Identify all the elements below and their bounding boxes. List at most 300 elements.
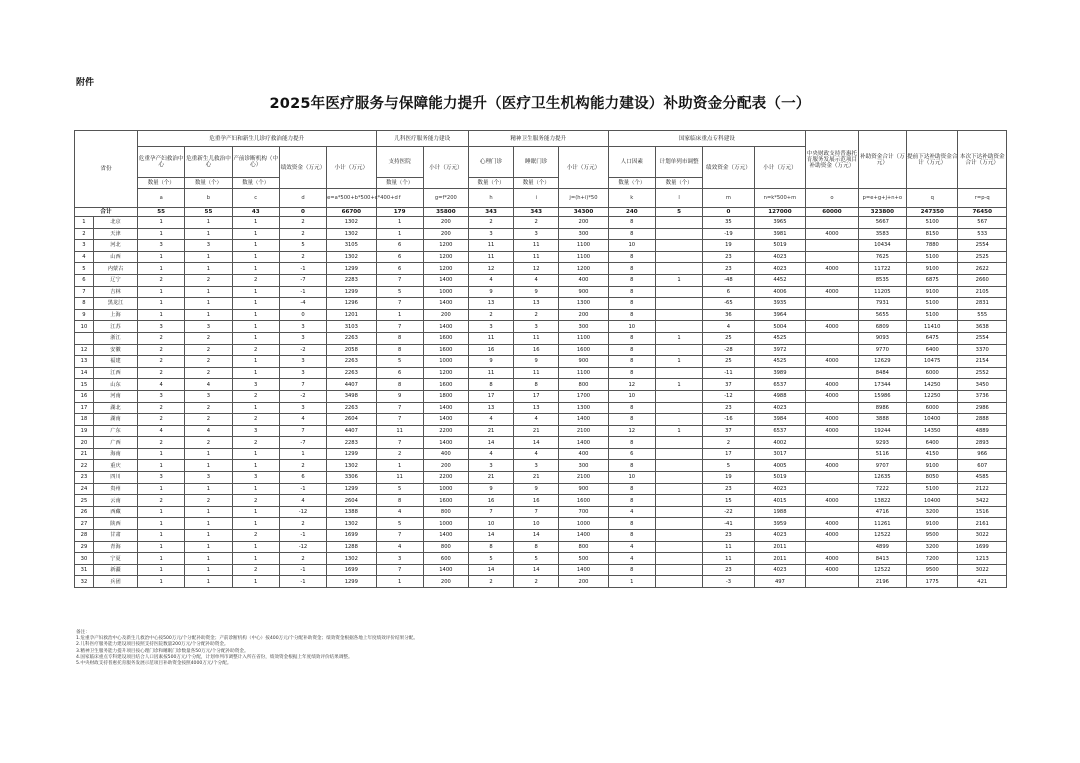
table-cell: 6 bbox=[376, 251, 423, 263]
table-cell: 1 bbox=[138, 564, 185, 576]
table-cell bbox=[806, 472, 859, 484]
table-cell: 8 bbox=[608, 367, 655, 379]
table-cell: 4407 bbox=[327, 379, 376, 391]
table-row bbox=[75, 564, 1007, 576]
table-cell bbox=[806, 437, 859, 449]
table-cell: 8 bbox=[376, 332, 423, 344]
col-header: 危重新生儿救治中心 bbox=[185, 147, 232, 178]
table-cell bbox=[806, 298, 859, 310]
table-cell: 1100 bbox=[559, 240, 608, 252]
table-cell: 1400 bbox=[559, 414, 608, 426]
unit-header: 数量（个） bbox=[185, 178, 232, 189]
table-cell: 1299 bbox=[327, 576, 376, 588]
table-cell: 1288 bbox=[327, 541, 376, 553]
table-cell: 3981 bbox=[754, 228, 805, 240]
table-cell: 8 bbox=[608, 298, 655, 310]
table-cell: 8986 bbox=[858, 402, 906, 414]
table-cell: 1 bbox=[655, 332, 702, 344]
unit-header: 数量（个） bbox=[468, 178, 513, 189]
table-cell bbox=[806, 274, 859, 286]
table-cell: 11261 bbox=[858, 518, 906, 530]
col-header: 小计（万元） bbox=[327, 147, 376, 189]
table-cell: 1000 bbox=[423, 483, 468, 495]
table-cell: 14 bbox=[468, 437, 513, 449]
table-cell: 200 bbox=[423, 217, 468, 229]
table-cell: 1400 bbox=[559, 564, 608, 576]
table-row bbox=[75, 390, 1007, 402]
province-header: 省份 bbox=[75, 131, 138, 208]
table-cell: 4 bbox=[608, 541, 655, 553]
table-cell: 400 bbox=[559, 448, 608, 460]
table-cell: 1 bbox=[185, 506, 232, 518]
table-cell: 1 bbox=[232, 541, 279, 553]
table-cell: 2 bbox=[138, 356, 185, 368]
table-cell: 23 bbox=[703, 483, 754, 495]
table-cell: 37 bbox=[703, 425, 754, 437]
table-cell bbox=[806, 483, 859, 495]
note-line: 1.危重孕产妇救治中心及新生儿救治中心按500万元/个分配补助资金；产前诊断机构（中心）按400万元/个分配补助资金；绩效资金根据各地上年度绩效评价结果分配。 bbox=[76, 636, 418, 642]
table-cell: -1 bbox=[279, 483, 326, 495]
table-cell: 1300 bbox=[559, 402, 608, 414]
table-cell: 1302 bbox=[327, 251, 376, 263]
table-cell: 1400 bbox=[423, 564, 468, 576]
table-cell: 900 bbox=[559, 483, 608, 495]
table-cell: 1 bbox=[138, 251, 185, 263]
province-name: 宁夏 bbox=[93, 553, 137, 565]
table-cell: 8 bbox=[608, 274, 655, 286]
table-cell: 1200 bbox=[423, 251, 468, 263]
table-cell: 3 bbox=[279, 321, 326, 333]
table-cell bbox=[806, 332, 859, 344]
table-cell: 5 bbox=[376, 483, 423, 495]
table-cell: 2 bbox=[185, 437, 232, 449]
table-cell: 1 bbox=[138, 228, 185, 240]
table-cell: 5004 bbox=[754, 321, 805, 333]
table-cell: 5 bbox=[376, 286, 423, 298]
table-cell: 500 bbox=[559, 553, 608, 565]
table-cell: 10400 bbox=[907, 495, 958, 507]
table-cell: 8 bbox=[608, 228, 655, 240]
province-name: 湖南 bbox=[93, 414, 137, 426]
province-name: 重庆 bbox=[93, 460, 137, 472]
table-cell bbox=[655, 483, 702, 495]
table-cell: 5116 bbox=[858, 448, 906, 460]
table-cell: 10 bbox=[608, 321, 655, 333]
table-cell: 1 bbox=[655, 356, 702, 368]
table-cell: 1 bbox=[655, 274, 702, 286]
table-cell: 4 bbox=[468, 274, 513, 286]
row-number: 12 bbox=[75, 344, 94, 356]
table-cell: 1201 bbox=[327, 309, 376, 321]
table-cell: 1000 bbox=[423, 356, 468, 368]
row-number: 4 bbox=[75, 251, 94, 263]
province-name: 河北 bbox=[93, 240, 137, 252]
group-maternal-header: 危重孕产妇和新生儿诊疗救治能力提升 bbox=[138, 131, 376, 147]
table-cell: 1300 bbox=[559, 298, 608, 310]
table-cell: 1 bbox=[232, 448, 279, 460]
table-cell: 1 bbox=[185, 228, 232, 240]
province-name: 青海 bbox=[93, 541, 137, 553]
table-cell: 8 bbox=[608, 309, 655, 321]
table-cell: 300 bbox=[559, 460, 608, 472]
col-header: 支持医院 bbox=[376, 147, 423, 178]
table-cell: 2 bbox=[232, 564, 279, 576]
table-cell: 2283 bbox=[327, 437, 376, 449]
table-cell: 3935 bbox=[754, 298, 805, 310]
table-cell: 11 bbox=[514, 332, 559, 344]
total-cell: 34300 bbox=[559, 208, 608, 217]
table-cell bbox=[655, 367, 702, 379]
table-cell bbox=[655, 390, 702, 402]
total-cell: 66700 bbox=[327, 208, 376, 217]
table-cell: 4000 bbox=[806, 321, 859, 333]
table-cell: 8 bbox=[608, 356, 655, 368]
table-cell: 1 bbox=[376, 228, 423, 240]
table-cell: 16 bbox=[468, 495, 513, 507]
this-issue-header: 本次下达补助资金合计（万元） bbox=[958, 131, 1007, 189]
table-cell bbox=[655, 506, 702, 518]
table-cell bbox=[655, 344, 702, 356]
table-cell: -41 bbox=[703, 518, 754, 530]
province-name: 山西 bbox=[93, 251, 137, 263]
table-cell: 800 bbox=[559, 541, 608, 553]
table-cell: 6537 bbox=[754, 425, 805, 437]
province-name: 河南 bbox=[93, 390, 137, 402]
table-cell: 4023 bbox=[754, 402, 805, 414]
table-cell: 23 bbox=[703, 564, 754, 576]
row-number: 2 bbox=[75, 228, 94, 240]
table-cell: 3022 bbox=[958, 564, 1007, 576]
table-row bbox=[75, 240, 1007, 252]
table-cell: 1400 bbox=[559, 530, 608, 542]
table-cell: 8 bbox=[608, 332, 655, 344]
table-cell: 2105 bbox=[958, 286, 1007, 298]
table-cell: 1700 bbox=[559, 390, 608, 402]
table-row bbox=[75, 414, 1007, 426]
province-name: 云南 bbox=[93, 495, 137, 507]
table-cell: 4000 bbox=[806, 356, 859, 368]
table-cell: 3 bbox=[138, 240, 185, 252]
table-cell bbox=[655, 217, 702, 229]
page-title: 2025年医疗服务与保障能力提升（医疗卫生机构能力建设）补助资金分配表（一） bbox=[269, 96, 811, 112]
province-name: 天津 bbox=[93, 228, 137, 240]
table-cell: 16 bbox=[468, 344, 513, 356]
table-cell: 17 bbox=[468, 390, 513, 402]
table-cell: -1 bbox=[279, 530, 326, 542]
table-cell: 1299 bbox=[327, 448, 376, 460]
formula-header: g=f*200 bbox=[423, 189, 468, 208]
row-number: 8 bbox=[75, 298, 94, 310]
table-cell bbox=[806, 402, 859, 414]
table-cell: 2 bbox=[185, 274, 232, 286]
table-cell: 8150 bbox=[907, 228, 958, 240]
formula-header: h bbox=[468, 189, 513, 208]
table-cell: 9 bbox=[376, 390, 423, 402]
table-cell: 2525 bbox=[958, 251, 1007, 263]
table-cell: 4000 bbox=[806, 460, 859, 472]
table-cell: 300 bbox=[559, 228, 608, 240]
table-cell: 8 bbox=[514, 379, 559, 391]
table-cell: 1400 bbox=[423, 530, 468, 542]
table-cell: 2 bbox=[185, 495, 232, 507]
formula-header: r=p-q bbox=[958, 189, 1007, 208]
table-cell: 13 bbox=[468, 402, 513, 414]
table-cell: 1 bbox=[232, 263, 279, 275]
table-cell: 2831 bbox=[958, 298, 1007, 310]
table-cell: 8 bbox=[608, 483, 655, 495]
table-cell: 1 bbox=[138, 263, 185, 275]
table-cell: 7 bbox=[376, 437, 423, 449]
table-cell: 1000 bbox=[559, 518, 608, 530]
formula-header: p=e+g+j+n+o bbox=[858, 189, 906, 208]
table-cell: 4452 bbox=[754, 274, 805, 286]
table-cell: 1 bbox=[655, 425, 702, 437]
province-name: 兵团 bbox=[93, 576, 137, 588]
table-cell: 14 bbox=[468, 564, 513, 576]
total-cell: 55 bbox=[185, 208, 232, 217]
table-cell: 1 bbox=[232, 309, 279, 321]
table-cell: 8 bbox=[608, 344, 655, 356]
row-number: 31 bbox=[75, 564, 94, 576]
table-cell: 9100 bbox=[907, 460, 958, 472]
formula-header: i bbox=[514, 189, 559, 208]
table-cell: 4000 bbox=[806, 425, 859, 437]
attachment-label: 附件 bbox=[76, 78, 95, 88]
table-cell: 13 bbox=[468, 298, 513, 310]
table-cell: 4 bbox=[608, 506, 655, 518]
table-cell: 1988 bbox=[754, 506, 805, 518]
table-cell: 7 bbox=[279, 425, 326, 437]
table-cell: 10 bbox=[608, 240, 655, 252]
table-cell: 8 bbox=[376, 344, 423, 356]
table-cell: 4 bbox=[468, 414, 513, 426]
table-cell: 2893 bbox=[958, 437, 1007, 449]
table-cell: 14350 bbox=[907, 425, 958, 437]
table-cell: 9500 bbox=[907, 530, 958, 542]
formula-header: n=k*500+m bbox=[754, 189, 805, 208]
table-cell: 2011 bbox=[754, 553, 805, 565]
table-cell: 7 bbox=[376, 402, 423, 414]
table-cell: 3422 bbox=[958, 495, 1007, 507]
table-cell: 4525 bbox=[754, 356, 805, 368]
table-cell: 2986 bbox=[958, 402, 1007, 414]
table-cell: 8 bbox=[608, 495, 655, 507]
table-row bbox=[75, 506, 1007, 518]
province-name: 上海 bbox=[93, 309, 137, 321]
table-cell: 2283 bbox=[327, 274, 376, 286]
table-cell: 2 bbox=[376, 448, 423, 460]
table-cell: 1 bbox=[232, 553, 279, 565]
table-cell: 3 bbox=[138, 390, 185, 402]
table-cell: 3200 bbox=[907, 506, 958, 518]
table-cell: 2 bbox=[703, 437, 754, 449]
table-cell: 900 bbox=[559, 356, 608, 368]
table-cell: 21 bbox=[514, 472, 559, 484]
table-cell: 3 bbox=[514, 228, 559, 240]
table-cell: 3 bbox=[185, 390, 232, 402]
table-cell: 4000 bbox=[806, 390, 859, 402]
table-cell: 2 bbox=[138, 344, 185, 356]
table-cell: 19 bbox=[703, 240, 754, 252]
note-line: 3.精神卫生服务能力提升项目按心理门诊和睡眠门诊数量各50万元/个分配补助资金。 bbox=[76, 648, 249, 654]
table-cell: 5 bbox=[376, 518, 423, 530]
table-cell: 1400 bbox=[423, 298, 468, 310]
table-cell: 11 bbox=[376, 472, 423, 484]
row-number: 14 bbox=[75, 367, 94, 379]
table-cell: 1 bbox=[185, 576, 232, 588]
table-cell: 7880 bbox=[907, 240, 958, 252]
total-cell: 0 bbox=[703, 208, 754, 217]
table-cell: 1 bbox=[185, 448, 232, 460]
table-cell: 1600 bbox=[559, 495, 608, 507]
formula-header: f bbox=[376, 189, 423, 208]
table-cell: 555 bbox=[958, 309, 1007, 321]
table-cell: 14 bbox=[514, 564, 559, 576]
table-cell: 3 bbox=[468, 321, 513, 333]
total-cell: 0 bbox=[279, 208, 326, 217]
table-cell: 1200 bbox=[559, 263, 608, 275]
table-cell: 2 bbox=[185, 356, 232, 368]
table-cell: 21 bbox=[468, 425, 513, 437]
table-cell: 21 bbox=[514, 425, 559, 437]
table-cell: 200 bbox=[559, 217, 608, 229]
table-cell: 1 bbox=[376, 576, 423, 588]
table-cell bbox=[655, 576, 702, 588]
table-cell: 2 bbox=[468, 309, 513, 321]
total-cell: 343 bbox=[468, 208, 513, 217]
table-cell: 1600 bbox=[559, 344, 608, 356]
table-cell: 23 bbox=[703, 530, 754, 542]
table-cell: 3370 bbox=[958, 344, 1007, 356]
table-cell: 300 bbox=[559, 321, 608, 333]
table-cell: -1 bbox=[279, 286, 326, 298]
table-cell bbox=[655, 321, 702, 333]
table-cell: -2 bbox=[279, 390, 326, 402]
row-number: 9 bbox=[75, 309, 94, 321]
col-header: 小计（万元） bbox=[423, 147, 468, 189]
table-cell: 4000 bbox=[806, 379, 859, 391]
table-cell: 1 bbox=[279, 448, 326, 460]
table-cell: -16 bbox=[703, 414, 754, 426]
table-cell: 11 bbox=[703, 541, 754, 553]
table-cell: 7222 bbox=[858, 483, 906, 495]
table-cell: 2122 bbox=[958, 483, 1007, 495]
table-cell: 3498 bbox=[327, 390, 376, 402]
table-cell: 4000 bbox=[806, 414, 859, 426]
table-cell: 3 bbox=[138, 321, 185, 333]
table-cell: -7 bbox=[279, 274, 326, 286]
table-cell: 12 bbox=[608, 425, 655, 437]
table-cell: -11 bbox=[703, 367, 754, 379]
table-cell: 1 bbox=[608, 576, 655, 588]
table-cell: 9 bbox=[514, 483, 559, 495]
table-cell: 1699 bbox=[327, 530, 376, 542]
table-cell: 8 bbox=[608, 286, 655, 298]
province-name: 贵州 bbox=[93, 483, 137, 495]
total-cell: 343 bbox=[514, 208, 559, 217]
table-cell bbox=[806, 367, 859, 379]
table-cell bbox=[806, 344, 859, 356]
table-cell: 2604 bbox=[327, 495, 376, 507]
table-cell: 12522 bbox=[858, 530, 906, 542]
table-cell: 200 bbox=[423, 228, 468, 240]
table-cell: 5100 bbox=[907, 251, 958, 263]
notes bbox=[76, 630, 1006, 667]
table-cell: 3306 bbox=[327, 472, 376, 484]
row-number: 24 bbox=[75, 483, 94, 495]
table-cell: 4 bbox=[138, 425, 185, 437]
formula-header: j=(h+i)*50 bbox=[559, 189, 608, 208]
table-cell: 2 bbox=[279, 460, 326, 472]
table-cell: 8 bbox=[608, 437, 655, 449]
group-key-specialty-header: 国家临床重点专科建设 bbox=[608, 131, 805, 147]
table-cell: -22 bbox=[703, 506, 754, 518]
table-cell: 800 bbox=[423, 506, 468, 518]
table-cell: 5655 bbox=[858, 309, 906, 321]
table-row bbox=[75, 541, 1007, 553]
total-cell: 43 bbox=[232, 208, 279, 217]
table-cell: -7 bbox=[279, 437, 326, 449]
table-cell: 4002 bbox=[754, 437, 805, 449]
table-cell: 3103 bbox=[327, 321, 376, 333]
table-cell: 700 bbox=[559, 506, 608, 518]
table-cell: 4000 bbox=[806, 564, 859, 576]
table-cell bbox=[806, 240, 859, 252]
table-cell: 800 bbox=[559, 379, 608, 391]
table-cell: 1 bbox=[185, 298, 232, 310]
table-cell: 2622 bbox=[958, 263, 1007, 275]
table-cell bbox=[806, 309, 859, 321]
table-cell: -48 bbox=[703, 274, 754, 286]
table-cell: 1 bbox=[232, 298, 279, 310]
table-cell: 8 bbox=[608, 518, 655, 530]
table-cell: 1400 bbox=[423, 414, 468, 426]
table-cell: 8 bbox=[376, 495, 423, 507]
group-pediatric-header: 儿科医疗服务能力建设 bbox=[376, 131, 468, 147]
table-cell bbox=[655, 298, 702, 310]
table-cell: 4988 bbox=[754, 390, 805, 402]
table-cell bbox=[806, 541, 859, 553]
table-cell: 7 bbox=[279, 379, 326, 391]
table-row bbox=[75, 217, 1007, 229]
table-cell: 10 bbox=[608, 472, 655, 484]
table-cell: 19244 bbox=[858, 425, 906, 437]
row-number: 5 bbox=[75, 263, 94, 275]
table-cell: 533 bbox=[958, 228, 1007, 240]
table-cell: 1 bbox=[185, 564, 232, 576]
table-cell: 4015 bbox=[754, 495, 805, 507]
table-cell: 4 bbox=[376, 541, 423, 553]
table-cell: 2 bbox=[185, 414, 232, 426]
table-cell: 4 bbox=[514, 448, 559, 460]
table-cell: 3 bbox=[279, 332, 326, 344]
formula-header: m bbox=[703, 189, 754, 208]
table-cell: 5019 bbox=[754, 472, 805, 484]
table-cell: 2 bbox=[138, 402, 185, 414]
table-cell: 12629 bbox=[858, 356, 906, 368]
table-cell: 1400 bbox=[423, 274, 468, 286]
table-cell bbox=[655, 286, 702, 298]
table-cell: 1100 bbox=[559, 332, 608, 344]
unit-header: 数量（个） bbox=[514, 178, 559, 189]
table-cell bbox=[655, 564, 702, 576]
table-cell: 2154 bbox=[958, 356, 1007, 368]
table-cell: 2 bbox=[185, 344, 232, 356]
table-cell: 2 bbox=[232, 495, 279, 507]
table-cell: 200 bbox=[559, 309, 608, 321]
total-label: 合计 bbox=[75, 208, 138, 217]
table-cell: 8 bbox=[608, 530, 655, 542]
